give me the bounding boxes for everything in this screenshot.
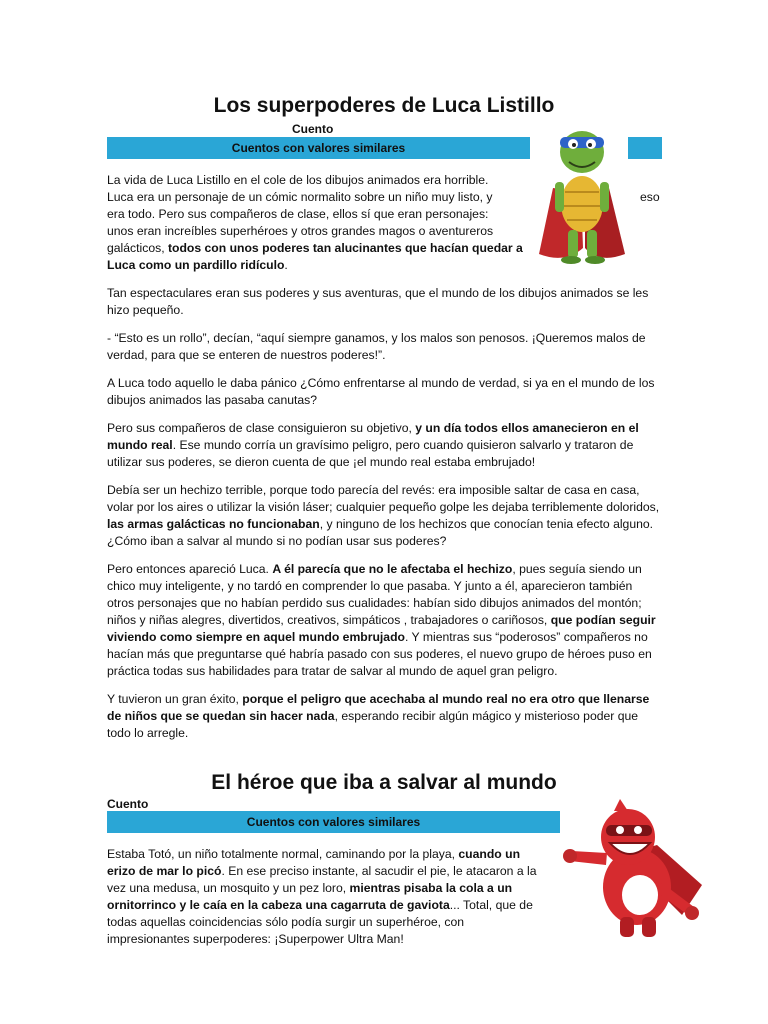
story1-paragraph-2 (107, 285, 662, 319)
text-run: galácticos, (107, 241, 168, 255)
story2-related-bar[interactable]: Cuentos con valores similares (107, 811, 560, 833)
bold-text-run: porque el peligro que acechaba al mundo real no era otro que llenarse de niños que se quedan sin hacer nada (107, 692, 650, 723)
bold-text-run: que podían seguir viviendo como siempre en aquel mundo embrujado (107, 613, 656, 644)
story1-related-bar[interactable]: Cuentos con valores similares (107, 137, 530, 159)
text-run: unos eran increíbles superhéroes y otros grandes magos o aventureros (107, 224, 494, 238)
story1-floating-word: eso (640, 190, 660, 204)
text-run: Pero sus compañeros de clase consiguieron su objetivo, (107, 421, 416, 435)
bold-text-run: todos con unos poderes tan alucinantes que hacían quedar a (167, 241, 523, 255)
text-run: , pues seguía siendo un chico muy inteligente, y no tardó en comprender lo que pasaba. Y junto a él, aparecieron también otros personajes que no habían perdido sus cualidades: habían sido dibujos animados del montón; niños y niñas alegres, divertidos, creativos, simpáticos , trabajadores o cariñosos, (107, 562, 642, 627)
story1-paragraph-3 (107, 330, 662, 364)
text-run: Estaba Totó, un niño totalmente normal, caminando por la playa, (107, 847, 459, 861)
text-run: . Y mientras sus “poderosos” compañeros no hacían más que preguntarse qué habría pasado con sus poderes, el nuevo grupo de héroes puso en práctica todas sus habilidades para tratar de salvar al mundo de aquel gran peligro. (107, 630, 652, 678)
red-superhero-illustration (562, 795, 712, 940)
story1-body (107, 285, 662, 742)
story1-title: Los superpoderes de Luca Listillo (213, 94, 555, 117)
story1-paragraph-6 (107, 482, 662, 550)
text-run: , y ninguno de los hechizos que conocían tenia efecto alguno. ¿Cómo iban a salvar al mundo si no podían usar sus poderes? (107, 517, 654, 548)
story1-paragraph-4 (107, 375, 662, 409)
text-run: . (284, 258, 288, 272)
turtle-superhero-illustration (535, 122, 630, 270)
bold-text-run: y un día todos ellos amanecieron en el mundo real (107, 421, 639, 452)
text-run: Luca era un personaje de un cómic normalito sobre un niño muy listo, y (107, 190, 493, 204)
text-run: . Ese mundo corría un gravísimo peligro, pero cuando quisieron salvarlo y trataron de utilizar sus poderes, se dieron cuenta de que ¡el mundo real estaba embrujado! (107, 438, 634, 469)
text-run: , esperando recibir algún mágico y misterioso poder que todo lo arregle. (107, 709, 639, 740)
text-run: Pero entonces apareció Luca. (107, 562, 273, 576)
story1-paragraph-7 (107, 561, 662, 680)
story1-paragraph-8 (107, 691, 662, 742)
story2-title: El héroe que iba a salvar al mundo (211, 771, 557, 794)
text-run: La vida de Luca Listillo en el cole de los dibujos animados era horrible. (107, 173, 489, 187)
text-run: era todo. Pero sus compañeros de clase, ellos sí que eran personajes: (107, 207, 489, 221)
text-run: . En ese preciso instante, al sacudir el pie, le atacaron a la vez una medusa, un mosquito y un pez loro, (107, 864, 537, 895)
bold-text-run: Luca como un pardillo ridículo (107, 258, 285, 272)
story1-paragraph-1 (107, 172, 537, 274)
story2-paragraph-1 (107, 846, 542, 948)
text-run: A Luca todo aquello le daba pánico ¿Cómo enfrentarse al mundo de verdad, si ya en el mundo de los dibujos animados las pasaba canutas? (107, 376, 655, 407)
story1-related-bar-right[interactable] (628, 137, 662, 159)
bold-text-run: cuando un erizo de mar lo picó (107, 847, 521, 878)
text-run: Y tuvieron un gran éxito, (107, 692, 243, 706)
text-run: Tan espectaculares eran sus poderes y sus aventuras, que el mundo de los dibujos animados se les hizo pequeño. (107, 286, 649, 317)
story1-genre: Cuento (292, 122, 334, 136)
text-run: Debía ser un hechizo terrible, porque todo parecía del revés: era imposible saltar de casa en casa, volar por los aires o utilizar la visión láser; cualquier pequeño golpe les dejaba terriblemente doloridos, (107, 483, 660, 514)
story2-genre: Cuento (107, 797, 149, 811)
text-run: ... Total, que de todas aquellas coincidencias sólo podía surgir un superhéroe, con impresionantes superpoderes: ¡Superpower Ultra Man! (107, 898, 533, 946)
bold-text-run: A él parecía que no le afectaba el hechizo (272, 562, 513, 576)
story2-body (107, 846, 542, 948)
bold-text-run: las armas galácticas no funcionaban (107, 517, 320, 531)
story1-paragraph-5 (107, 420, 662, 471)
text-run: - “Esto es un rollo”, decían, “aquí siempre ganamos, y los malos son penosos. ¡Queremos malos de verdad, para que se enteren de nuestros poderes!”. (107, 331, 646, 362)
bold-text-run: mientras pisaba la cola a un ornitorrinco y le caía en la cabeza una cagarruta de gaviota (107, 881, 513, 912)
